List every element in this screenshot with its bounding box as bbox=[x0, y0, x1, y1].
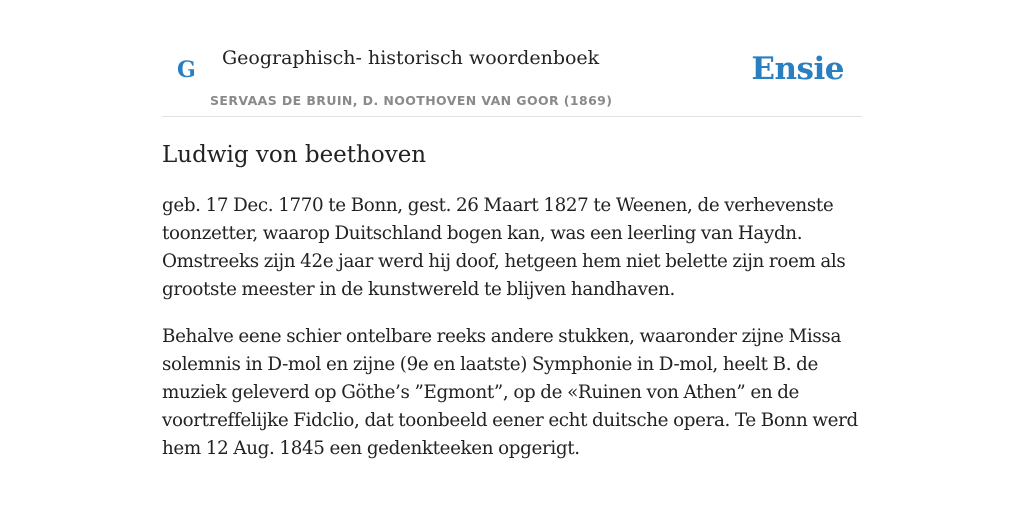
dictionary-logo-letter[interactable]: G bbox=[177, 57, 196, 83]
entry-paragraph: geb. 17 Dec. 1770 te Bonn, gest. 26 Maart 1827 te Weenen, de verhevenste toonzetter, waarop Duitschland bogen kan, was een leerling van Haydn. Omstreeks zijn 42e jaar werd hij doof, hetgeen hem niet belette zijn roem als grootste meester in de kunstwereld te blijven handhaven. bbox=[162, 195, 846, 300]
dictionary-authors: SERVAAS DE BRUIN, D. NOOTHOVEN VAN GOOR (1869) bbox=[210, 93, 613, 108]
entry-paragraph: Behalve eene schier ontelbare reeks andere stukken, waaronder zijne Missa solemnis in D-mol en zijne (9e en laatste) Symphonie in D-mol, heelt B. de muziek geleverd op Göthe’s ”Egmont”, op de «Ruinen von Athen” en de voortreffelijke Fidclio, dat toonbeeld eener echt duitsche opera. Te Bonn werd hem 12 Aug. 1845 een gedenkteeken opgerigt. bbox=[162, 326, 858, 459]
dictionary-title-link[interactable]: Geographisch- historisch woordenboek bbox=[222, 47, 600, 69]
dictionary-header bbox=[162, 0, 862, 117]
page-container bbox=[162, 0, 862, 459]
entry-title: Ludwig von beethoven bbox=[162, 142, 427, 168]
ensie-logo-link[interactable]: Ensie bbox=[751, 51, 844, 87]
entry-body bbox=[162, 192, 862, 482]
